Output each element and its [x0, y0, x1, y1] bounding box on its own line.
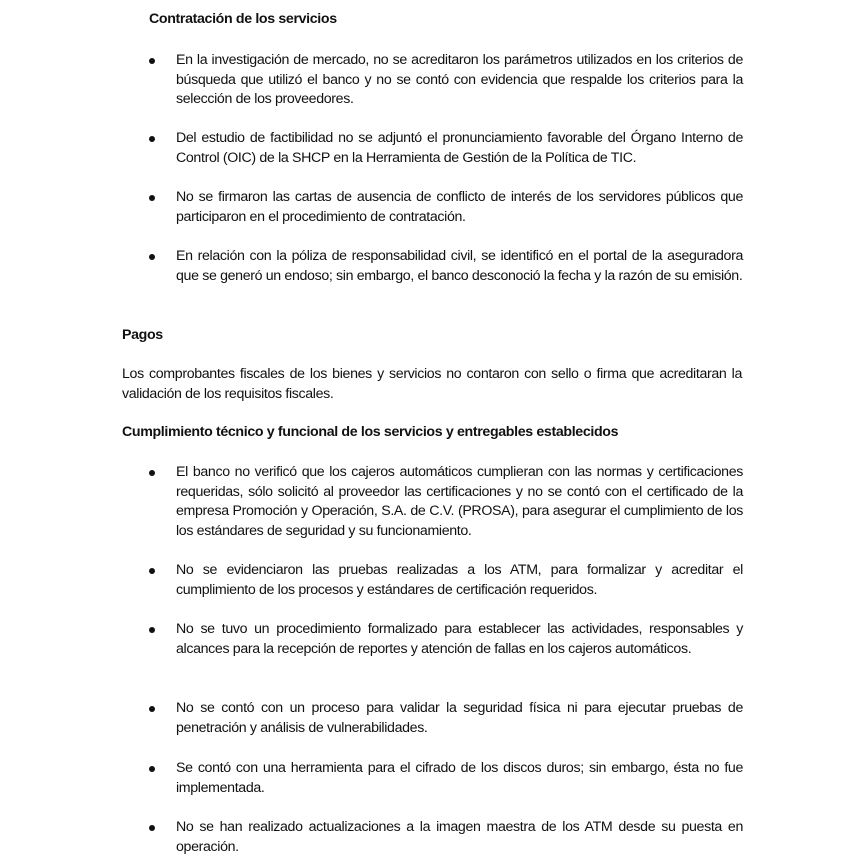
- list-item-text: Se contó con una herramienta para el cifrado de los discos duros; sin embargo, ésta no fue implementada.: [176, 760, 743, 796]
- list-item-text: En relación con la póliza de responsabilidad civil, se identificó en el portal de la aseguradora que se generó un endoso; sin embargo, el banco desconoció la fecha y la razón de su emisión.: [176, 248, 743, 284]
- list-item-text: No se tuvo un procedimiento formalizado para establecer las actividades, responsables y alcances para la recepción de reportes y atención de fallas en los cajeros automáticos.: [176, 621, 743, 657]
- list-item-text: El banco no verificó que los cajeros automáticos cumplieran con las normas y certificaciones requeridas, sólo solicitó al proveedor las certificaciones y no se contó con el certificado de la empresa Promoción y Operación, S.A. de C.V. (PROSA), para asegurar el cumplimiento de los los estándares de seguridad y su funcionamiento.: [176, 464, 743, 539]
- list-item-text: No se evidenciaron las pruebas realizadas a los ATM, para formalizar y acreditar el cumplimiento de los procesos y estándares de certificación requeridos.: [176, 562, 743, 598]
- list-item-text: En la investigación de mercado, no se acreditaron los parámetros utilizados en los criterios de búsqueda que utilizó el banco y no se contó con evidencia que respalde los criterios para la selección de los proveedores.: [176, 52, 743, 107]
- list-item-text: No se contó con un proceso para validar la seguridad física ni para ejecutar pruebas de penetración y análisis de vulnerabilidades.: [176, 700, 743, 736]
- paragraph-pagos: Los comprobantes fiscales de los bienes y servicios no contaron con sello o firma que acreditaran la validación de los requisitos fiscales.: [122, 366, 742, 402]
- section-heading-cumplimiento: Cumplimiento técnico y funcional de los servicios y entregables establecidos: [122, 424, 619, 440]
- section-heading-contratacion: Contratación de los servicios: [149, 11, 337, 27]
- list-item-text: Del estudio de factibilidad no se adjuntó el pronunciamiento favorable del Órgano Interno de Control (OIC) de la SHCP en la Herramienta de Gestión de la Política de TIC.: [176, 130, 743, 166]
- list-item-text: No se firmaron las cartas de ausencia de conflicto de interés de los servidores públicos que participaron en el procedimiento de contratación.: [176, 189, 743, 225]
- list-item-text: No se han realizado actualizaciones a la imagen maestra de los ATM desde su puesta en operación.: [176, 819, 743, 855]
- section-heading-pagos: Pagos: [122, 327, 163, 343]
